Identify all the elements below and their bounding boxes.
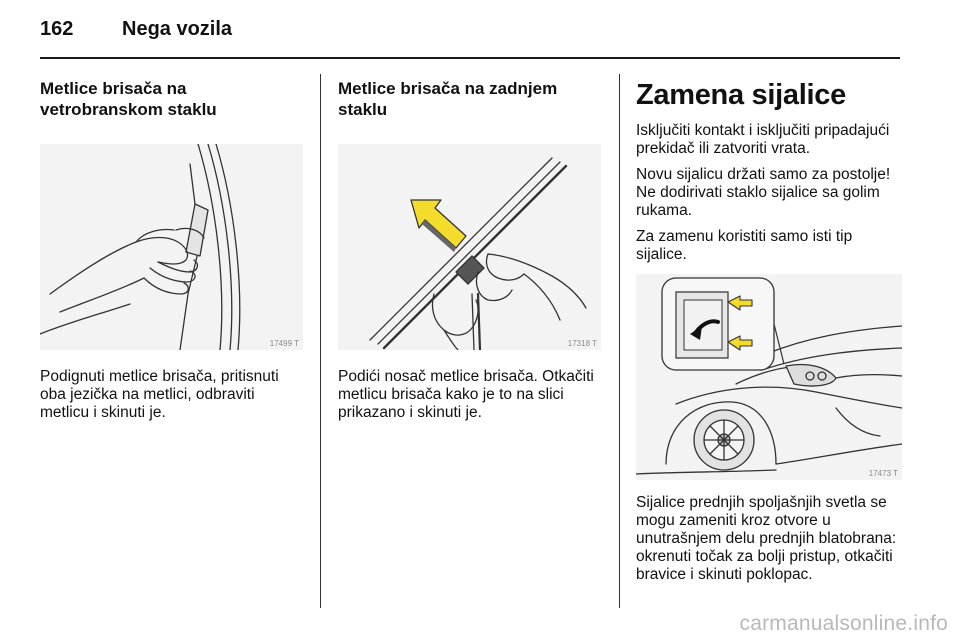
column-bulb-replacement xyxy=(636,78,904,592)
column-windshield-wipers xyxy=(40,78,305,430)
rear-wiper-caption: Podići nosač metlice brisača. Otkačiti metlicu brisača kako je to na slici prikazano i skinuti je. xyxy=(338,368,594,421)
column-divider-1 xyxy=(320,74,321,608)
column-rear-wiper xyxy=(338,78,603,430)
page-number: 162 xyxy=(40,18,74,40)
windshield-wiper-heading: Metlice brisača na vetrobranskom staklu xyxy=(40,79,217,119)
rear-wiper-drawing xyxy=(338,144,601,350)
rear-wiper-heading: Metlice brisača na zadnjem staklu xyxy=(338,79,558,119)
page-header xyxy=(40,18,232,48)
windshield-wiper-caption: Podignuti metlice brisača, pritisnuti oba jezička na metlici, odbraviti metlicu i skinuti je. xyxy=(40,368,279,421)
header-rule xyxy=(40,57,900,59)
bulb-paragraph-1: Isključiti kontakt i isključiti pripadajući prekidač ili zatvoriti vrata. xyxy=(636,122,890,157)
car-front-drawing xyxy=(636,274,902,480)
rear-wiper-illustration xyxy=(338,144,601,350)
column-divider-2 xyxy=(619,74,620,608)
figure-code: 17318 T xyxy=(567,339,597,348)
bulb-paragraph-2: Novu sijalicu držati samo za postolje! Ne dodirivati staklo sijalice sa golim rukama. xyxy=(636,166,891,219)
direction-arrow-icon xyxy=(411,200,466,252)
figure-code: 17473 T xyxy=(868,469,898,478)
windshield-wiper-illustration xyxy=(40,144,303,350)
figure-code: 17499 T xyxy=(269,339,299,348)
bulb-replacement-title: Zamena sijalice xyxy=(636,79,846,111)
watermark: carmanualsonline.info xyxy=(739,612,948,635)
bulb-paragraph-3: Za zamenu koristiti samo isti tip sijalice. xyxy=(636,228,853,263)
hand-wiper-drawing xyxy=(40,144,303,350)
bulb-access-caption: Sijalice prednjih spoljašnjih svetla se mogu zameniti kroz otvore u unutrašnjem delu prednjih blatobrana: okrenuti točak za bolji pristup, otkačiti bravice i skinuti poklopac. xyxy=(636,494,897,583)
bulb-access-illustration xyxy=(636,274,902,480)
inset-detail-frame xyxy=(662,278,784,370)
chapter-title: Nega vozila xyxy=(122,18,233,40)
